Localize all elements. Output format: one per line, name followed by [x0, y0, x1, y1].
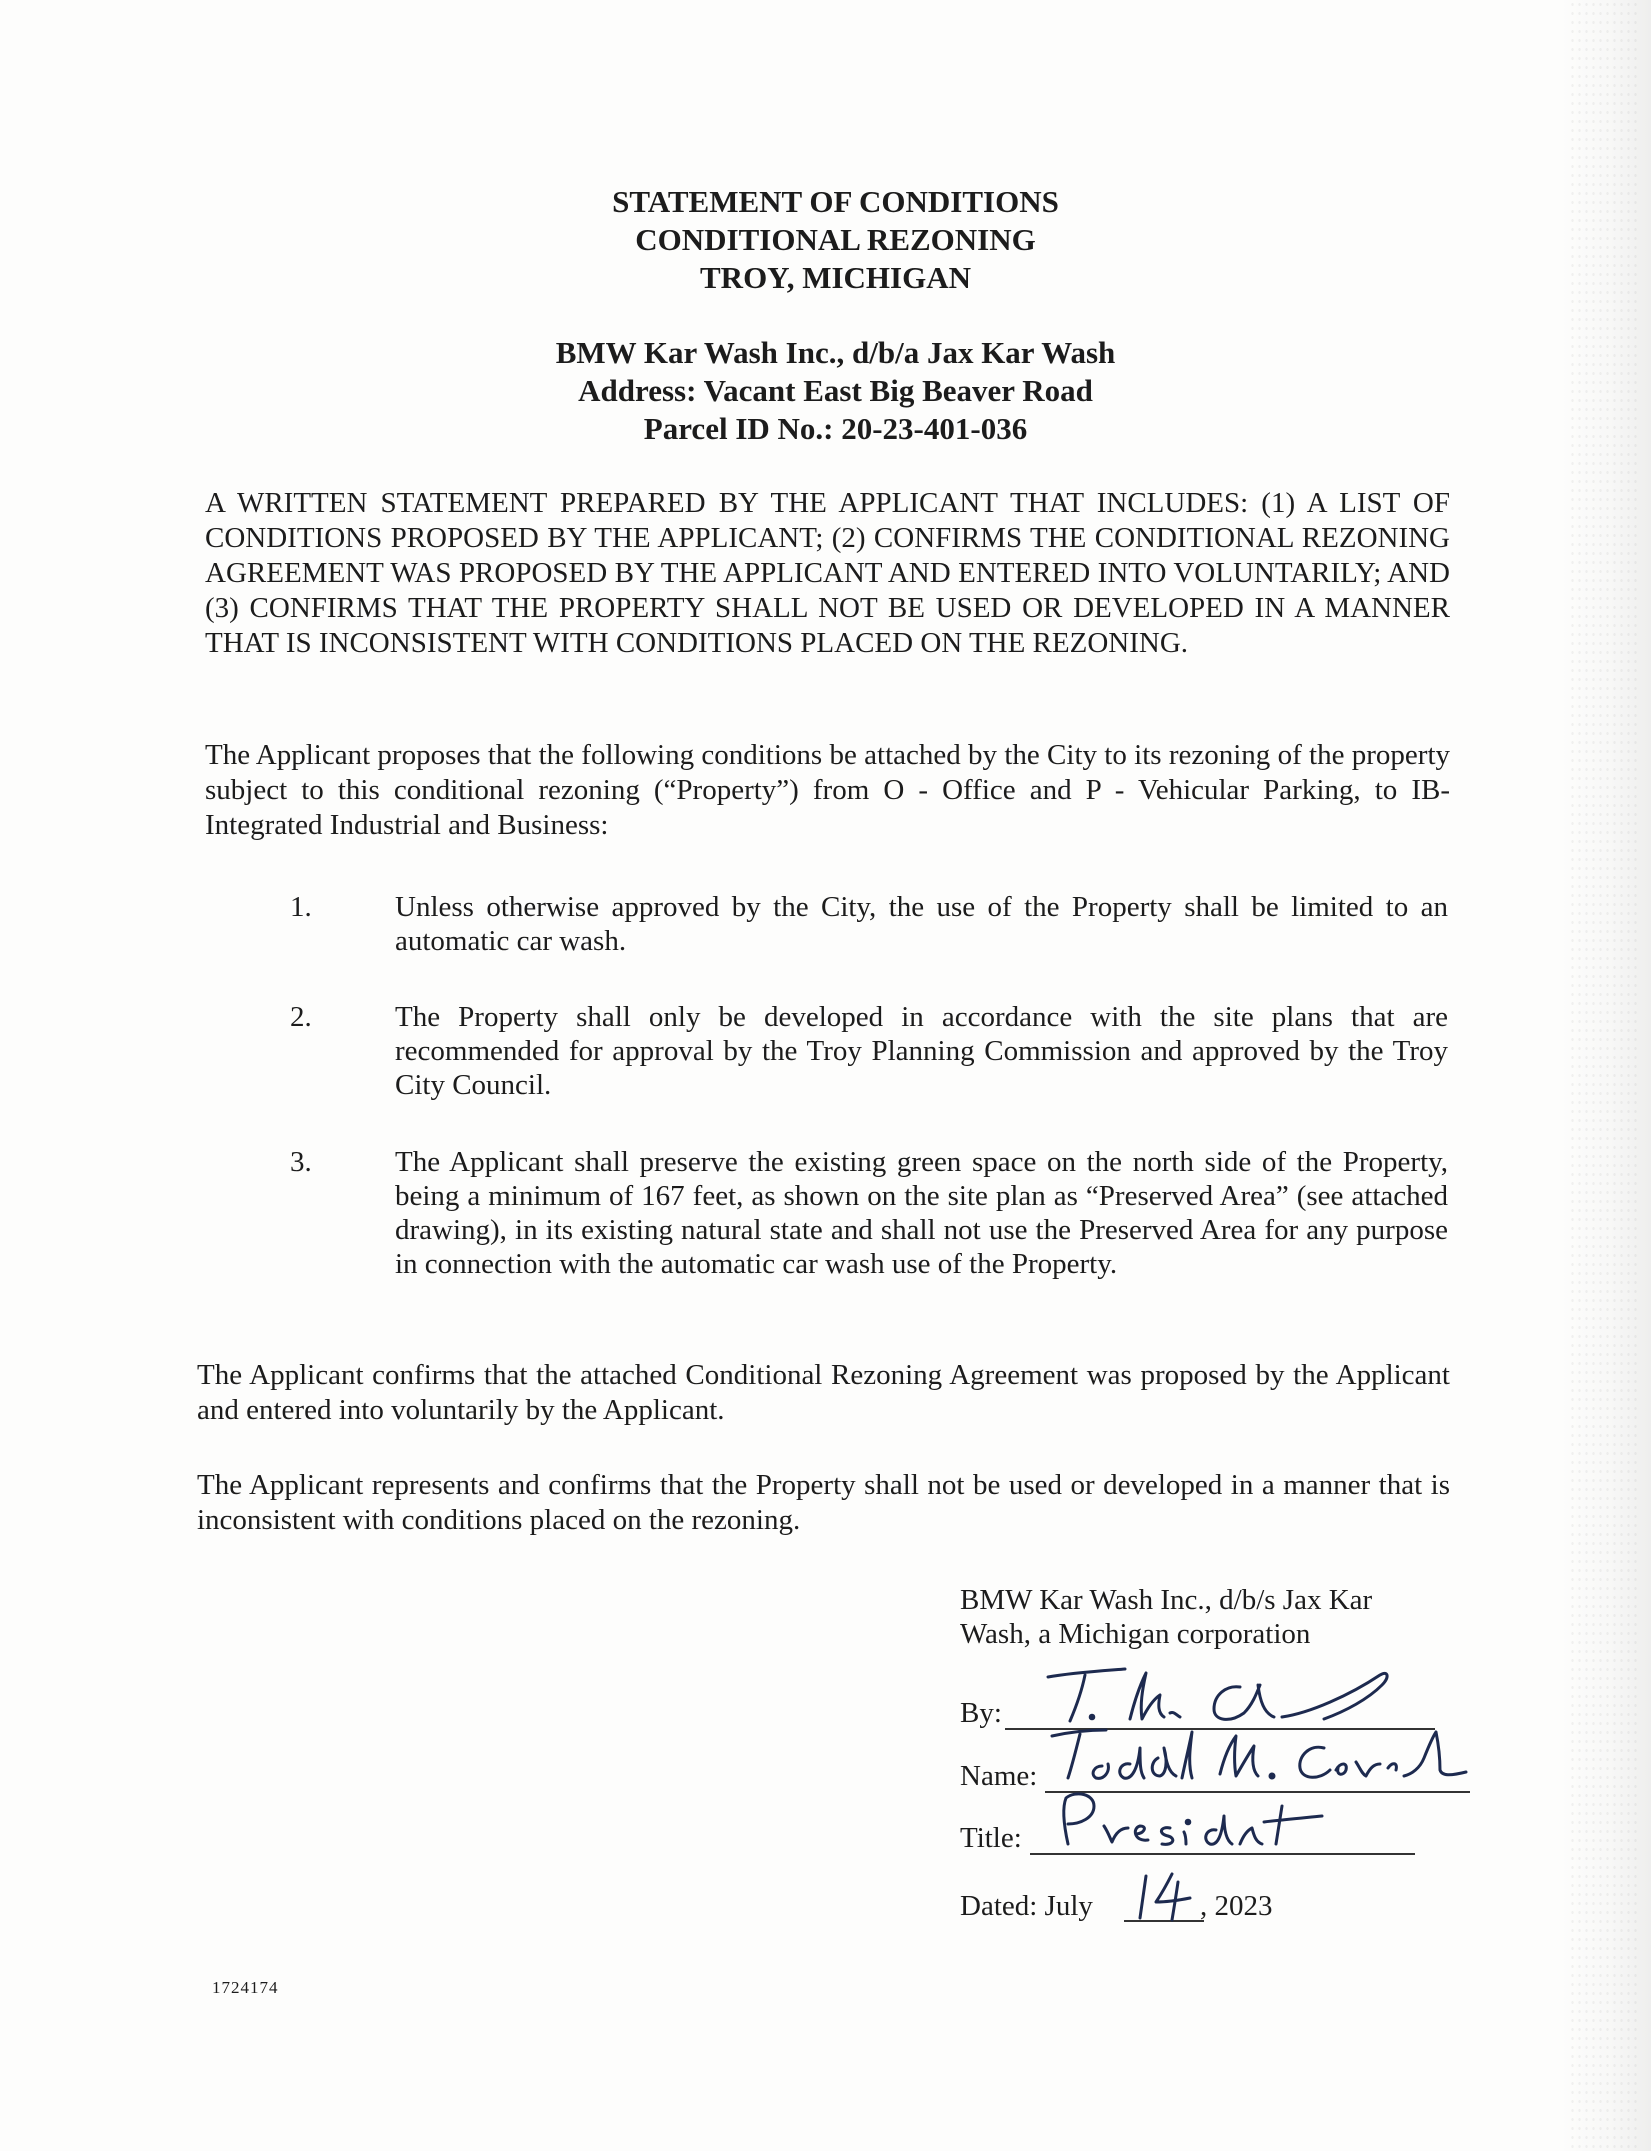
document-title — [10, 183, 1651, 297]
condition-text: The Property shall only be developed in accordance with the site plans that are recommended for approval by the Troy Planning Commission and approved by the Troy City Council. — [395, 1001, 1448, 1101]
handwritten-day — [1128, 1868, 1198, 1923]
title-line-2: CONDITIONAL REZONING — [635, 222, 1036, 257]
caps-statement: A WRITTEN STATEMENT PREPARED BY THE APPLICANT THAT INCLUDES: (1) A LIST OF CONDITIONS PROPOSED BY THE APPLICANT; (2) CONFIRMS THE CONDITIONAL REZONING AGREEMENT WAS PROPOSED BY THE APPLICANT AND ENTERED INTO VOLUNTARILY; AND (3) CONFIRMS THAT THE PROPERTY SHALL NOT BE USED OR DEVELOPED IN A MANNER THAT IS INCONSISTENT WITH CONDITIONS PLACED ON THE REZONING. — [205, 487, 1450, 659]
signature-block — [960, 1583, 1480, 1651]
condition-text: The Applicant shall preserve the existing green space on the north side of the Property, being a minimum of 167 feet, as shown on the site plan as “Preserved Area” (see attached drawing), in its existing natural state and shall not use the Preserved Area for any purpose in connection with the automatic car wash use of the Property. — [395, 1146, 1448, 1280]
handwritten-title — [1040, 1786, 1340, 1856]
property-address: Address: Vacant East Big Beaver Road — [578, 373, 1093, 408]
party-info — [10, 334, 1651, 448]
dated-year: , 2023 — [1200, 1890, 1273, 1922]
condition-number: 2. — [290, 1001, 312, 1033]
signatory-entity-line-1: BMW Kar Wash Inc., d/b/s Jax Kar — [960, 1584, 1373, 1616]
applicant-name: BMW Kar Wash Inc., d/b/a Jax Kar Wash — [555, 335, 1116, 370]
condition-number: 1. — [290, 891, 312, 923]
confirmation-paragraph: The Applicant confirms that the attached Conditional Rezoning Agreement was proposed by the Applicant and entered into voluntarily by the Applicant. — [197, 1359, 1450, 1426]
condition-number: 3. — [290, 1146, 312, 1178]
intro-paragraph: The Applicant proposes that the following conditions be attached by the City to its rezoning of the property subject to this conditional rezoning (“Property”) from O - Office and P - Vehicular Parking, to IB-Integrated Industrial and Business: — [205, 739, 1450, 841]
representation-paragraph: The Applicant represents and confirms that the Property shall not be used or developed in a manner that is inconsistent with conditions placed on the rezoning. — [197, 1469, 1450, 1536]
scan-noise — [1569, 0, 1639, 2151]
signatory-entity-line-2: Wash, a Michigan corporation — [960, 1618, 1311, 1650]
title-line-3: TROY, MICHIGAN — [700, 260, 971, 295]
title-line-1: STATEMENT OF CONDITIONS — [612, 184, 1059, 219]
by-label: By: — [960, 1697, 1002, 1729]
dated-prefix: Dated: July — [960, 1890, 1093, 1922]
parcel-id: Parcel ID No.: 20-23-401-036 — [643, 411, 1028, 446]
name-label: Name: — [960, 1760, 1038, 1792]
condition-text: Unless otherwise approved by the City, the use of the Property shall be limited to an automatic car wash. — [395, 891, 1448, 957]
document-number: 1724174 — [212, 1978, 279, 1997]
title-label: Title: — [960, 1822, 1022, 1854]
